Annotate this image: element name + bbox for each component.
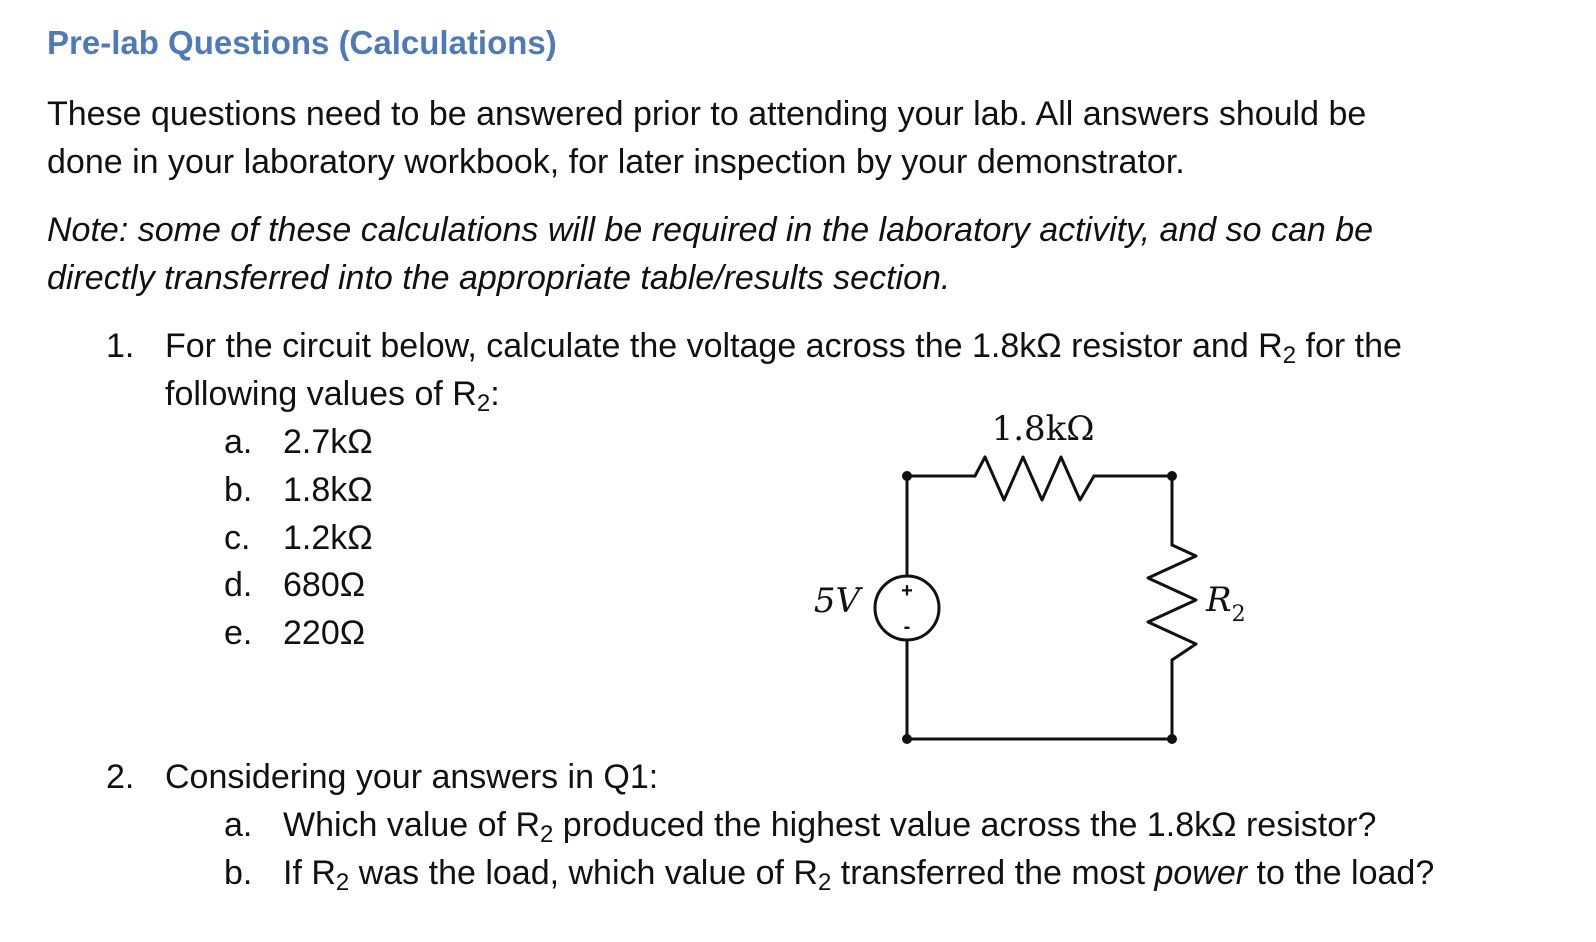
option-value: 220Ω [283, 614, 366, 652]
resistor-1-label: 1.8kΩ [991, 409, 1095, 449]
source-plus: + [901, 580, 913, 602]
q1-line-2-text: following values of R [165, 375, 477, 413]
q2b-text-3: transferred the most [831, 854, 1155, 892]
node-bottom-left [902, 734, 912, 744]
intro-line-1: These questions need to be answered prior to attending your lab. All answers should be [47, 95, 1367, 133]
q2a-text-2: produced the highest value across the 1.8kΩ resistor? [553, 806, 1377, 844]
q1-line-1-end: for the [1296, 327, 1402, 365]
node-bottom-right [1167, 734, 1177, 744]
r2-label-main: R [1206, 580, 1232, 620]
q2b-text-1: If R [283, 854, 336, 892]
r2-label-subscript: 2 [1231, 602, 1246, 627]
option-value: 1.2kΩ [283, 519, 373, 557]
option-letter: d. [224, 566, 253, 604]
note-line-2: directly transferred into the appropriate table/results section. [47, 259, 951, 297]
source-minus: - [903, 616, 911, 638]
option-letter: c. [224, 519, 251, 557]
q2a-text-1: Which value of R [283, 806, 540, 844]
q1-line-2-end: : [490, 375, 500, 413]
note-line-1: Note: some of these calculations will be required in the laboratory activity, and so can be [47, 211, 1374, 249]
q1-line-2-subscript: 2 [476, 390, 491, 417]
node-top-right [1167, 471, 1177, 481]
page-title: Pre-lab Questions (Calculations) [47, 24, 557, 61]
q2b-text-4: to the load? [1247, 854, 1435, 892]
q2b-subscript-2: 2 [817, 869, 832, 896]
q1-line-1-subscript: 2 [1282, 342, 1297, 369]
r2-label [1205, 580, 1246, 627]
node-top-left [902, 471, 912, 481]
resistor-1-zigzag [975, 457, 1094, 500]
q2b-text [283, 849, 1434, 907]
option-letter: b. [224, 471, 253, 509]
q1-number: 1. [106, 327, 135, 365]
q2-text: Considering your answers in Q1: [165, 758, 659, 796]
option-value: 2.7kΩ [283, 423, 373, 461]
q2b-subscript-1: 2 [335, 869, 350, 896]
q2-number: 2. [106, 758, 135, 796]
q2b-text-2: was the load, which value of R [349, 854, 818, 892]
option-value: 1.8kΩ [283, 471, 373, 509]
option-value: 680Ω [283, 566, 366, 604]
q2a-letter: a. [224, 806, 253, 844]
source-label: 5V [813, 581, 860, 621]
intro-line-2: done in your laboratory workbook, for later inspection by your demonstrator. [47, 143, 1185, 181]
resistor-2-zigzag [1148, 545, 1196, 660]
option-letter: a. [224, 423, 253, 461]
q2b-emphasis: power [1154, 854, 1248, 892]
q2a-subscript: 2 [540, 821, 554, 848]
q1-line-1-text: For the circuit below, calculate the voltage across the 1.8kΩ resistor and R [165, 327, 1283, 365]
option-letter: e. [224, 614, 253, 652]
q2b-letter: b. [224, 854, 253, 892]
